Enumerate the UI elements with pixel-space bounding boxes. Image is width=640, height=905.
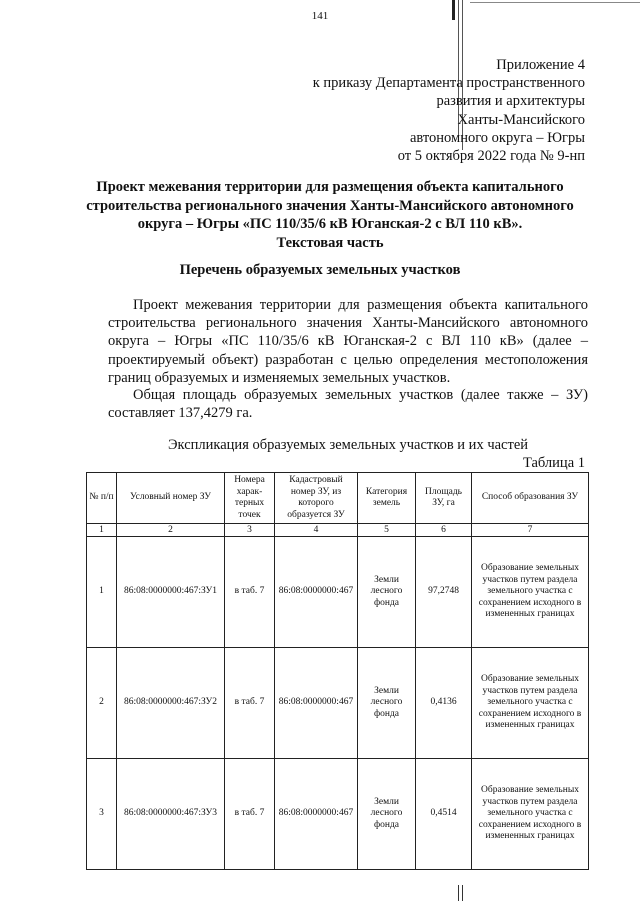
title-line: строительства регионального значения Ханты-Мансийского автономного — [86, 197, 574, 214]
intro-paragraph: Проект межевания территории для размещения объекта капитального строительства регионального значения Ханты-Мансийского автономного округа – Югры «ПС 110/35/6 кВ Юганская-2 с ВЛ 110 кВ» (далее – проектируемый объект) разработан с целью определения местоположения границ образуемых и изменяемых земельных участков. — [108, 297, 588, 386]
column-header: Площадь ЗУ, га — [416, 473, 472, 524]
scan-artifact-line — [458, 885, 459, 901]
document-title — [70, 178, 590, 252]
section-heading: Перечень образуемых земельных участков — [179, 262, 461, 278]
table-row — [87, 648, 589, 759]
column-index: 4 — [275, 524, 358, 537]
addendum-line: развития и архитектуры — [436, 93, 585, 110]
scan-artifact-line — [462, 885, 463, 901]
table-header-row — [87, 473, 589, 524]
row-number: 3 — [87, 759, 117, 870]
addendum-block — [255, 56, 585, 165]
column-index: 3 — [225, 524, 275, 537]
addendum-line: Приложение 4 — [496, 57, 585, 73]
title-line: округа – Югры «ПС 110/35/6 кВ Юганская-2 с ВЛ 110 кВ». — [137, 216, 523, 232]
land-category: Земли лесного фонда — [358, 759, 416, 870]
table-label: Таблица 1 — [522, 455, 585, 471]
title-line: Текстовая часть — [276, 234, 384, 251]
points-ref: в таб. 7 — [225, 648, 275, 759]
explication-table — [86, 472, 589, 870]
column-index: 6 — [416, 524, 472, 537]
column-index: 5 — [358, 524, 416, 537]
addendum-line: Ханты-Мансийского — [457, 111, 585, 128]
parcel-area: 0,4514 — [416, 759, 472, 870]
cadastral-number: 86:08:0000000:467 — [275, 648, 358, 759]
column-index: 7 — [472, 524, 589, 537]
table-row — [87, 537, 589, 648]
parcel-id: 86:08:0000000:467:ЗУ2 — [117, 648, 225, 759]
area-paragraph: Общая площадь образуемых земельных участков (далее также – ЗУ) составляет 137,4279 га. — [108, 387, 588, 422]
parcel-id: 86:08:0000000:467:ЗУ1 — [117, 537, 225, 648]
formation-method: Образование земельных участков путем раздела земельного участка с сохранением исходного в измененных границах — [472, 648, 589, 759]
column-header: Условный номер ЗУ — [117, 473, 225, 524]
column-header: Способ образования ЗУ — [472, 473, 589, 524]
parcel-id: 86:08:0000000:467:ЗУ3 — [117, 759, 225, 870]
cadastral-number: 86:08:0000000:467 — [275, 759, 358, 870]
addendum-line: к приказу Департамента пространственного — [312, 75, 585, 92]
scan-artifact-top-edge — [470, 2, 640, 3]
column-header: Номера харак-терных точек — [225, 473, 275, 524]
formation-method: Образование земельных участков путем раздела земельного участка с сохранением исходного в измененных границах — [472, 537, 589, 648]
parcel-area: 97,2748 — [416, 537, 472, 648]
column-header: Кадастровый номер ЗУ, из которого образуется ЗУ — [275, 473, 358, 524]
column-header: Категория земель — [358, 473, 416, 524]
formation-method: Образование земельных участков путем раздела земельного участка с сохранением исходного в измененных границах — [472, 759, 589, 870]
land-category: Земли лесного фонда — [358, 537, 416, 648]
table-row — [87, 759, 589, 870]
scan-artifact-bar — [452, 0, 455, 20]
points-ref: в таб. 7 — [225, 759, 275, 870]
table-caption: Экспликация образуемых земельных участков и их частей — [167, 437, 529, 453]
column-header: № п/п — [87, 473, 117, 524]
row-number: 1 — [87, 537, 117, 648]
parcel-area: 0,4136 — [416, 648, 472, 759]
points-ref: в таб. 7 — [225, 537, 275, 648]
title-line: Проект межевания территории для размещения объекта капитального — [96, 179, 564, 195]
column-index: 1 — [87, 524, 117, 537]
page-number: 141 — [311, 10, 329, 22]
column-index: 2 — [117, 524, 225, 537]
row-number: 2 — [87, 648, 117, 759]
addendum-line: от 5 октября 2022 года № 9-нп — [397, 148, 585, 165]
addendum-line: автономного округа – Югры — [409, 129, 585, 146]
cadastral-number: 86:08:0000000:467 — [275, 537, 358, 648]
column-index-row — [87, 524, 589, 537]
land-category: Земли лесного фонда — [358, 648, 416, 759]
